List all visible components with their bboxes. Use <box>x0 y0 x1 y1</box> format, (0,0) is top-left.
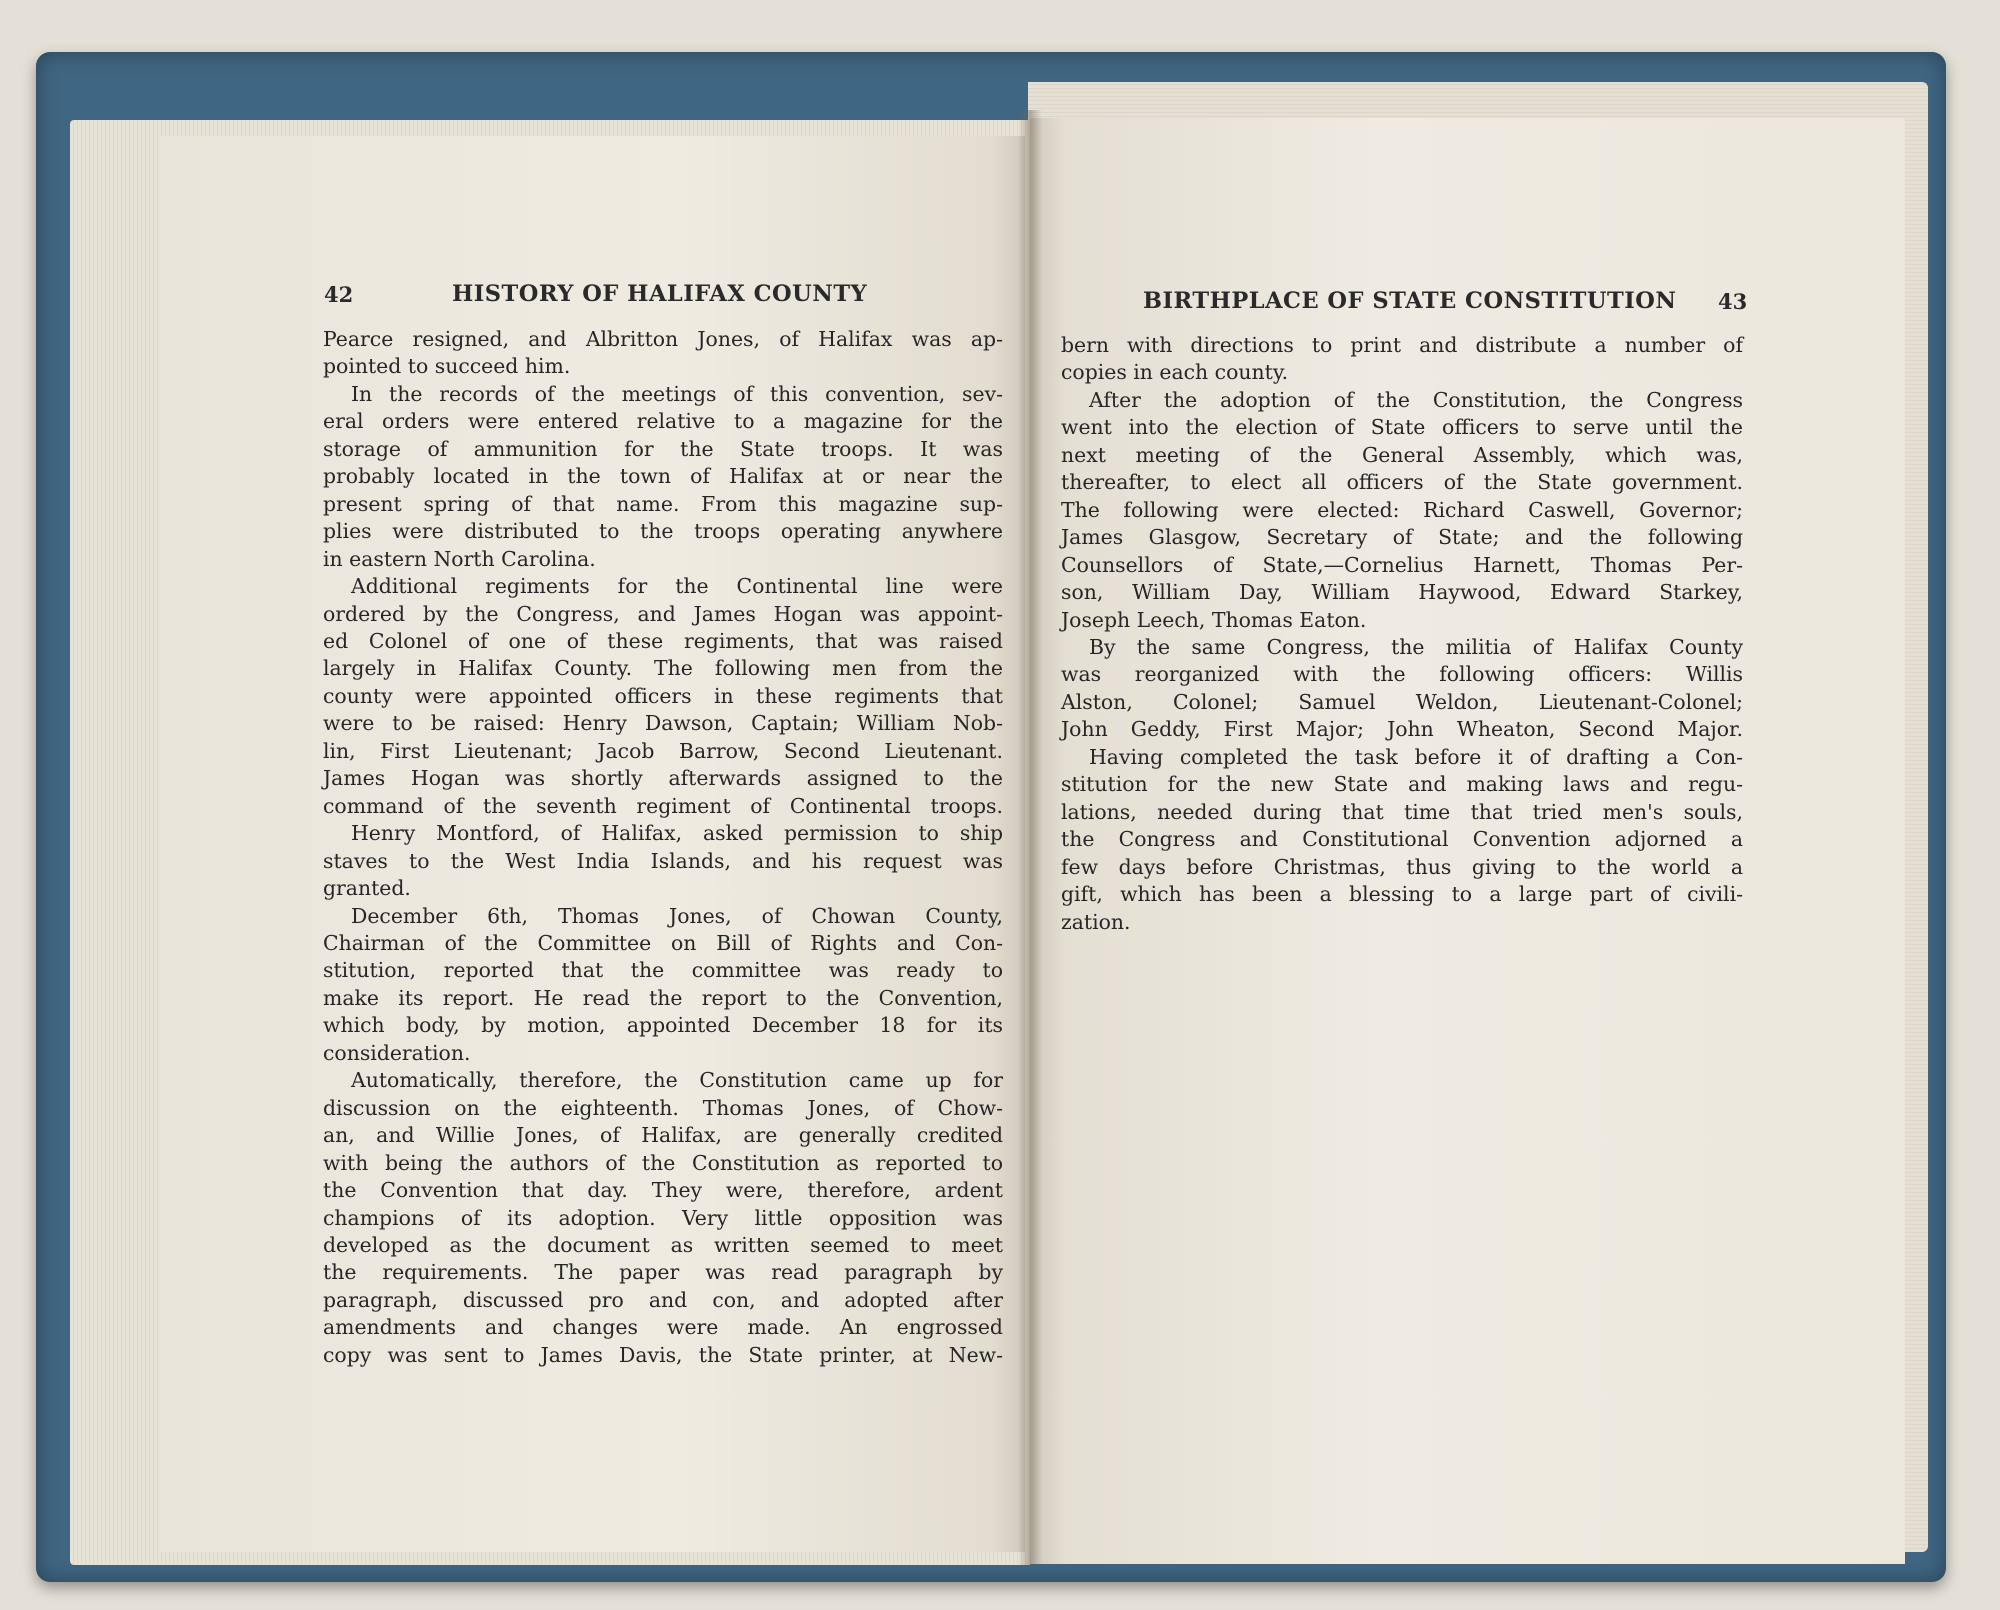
text-line: ed Colonel of one of these regiments, that was raised <box>323 628 1003 653</box>
text-line: Having completed the task before it of drafting a Con- <box>1089 744 1743 769</box>
left-running-head: HISTORY OF HALIFAX COUNTY <box>452 281 868 307</box>
text-line: James Hogan was shortly afterwards assigned to the <box>323 766 1003 791</box>
text-line: plies were distributed to the troops operating anywhere <box>323 519 1003 544</box>
text-line: lations, needed during that time that tried men's souls, <box>1061 799 1743 824</box>
text-line: staves to the West India Islands, and his request was <box>323 848 1003 873</box>
left-page-text <box>323 326 1003 1369</box>
text-line: next meeting of the General Assembly, which was, <box>1061 442 1743 467</box>
text-line: went into the election of State officers to serve until the <box>1061 415 1743 440</box>
text-line: thereafter, to elect all officers of the State government. <box>1061 470 1743 495</box>
text-line: storage of ammunition for the State troops. It was <box>323 436 1003 461</box>
text-line: command of the seventh regiment of Continental troops. <box>323 793 1003 818</box>
text-line: After the adoption of the Constitution, the Congress <box>1089 387 1743 412</box>
text-line: county were appointed officers in these regiments that <box>323 683 1003 708</box>
text-line: In the records of the meetings of this convention, sev- <box>351 381 1003 406</box>
text-line: in eastern North Carolina. <box>323 546 596 571</box>
text-line: Chairman of the Committee on Bill of Rights and Con- <box>323 930 1003 955</box>
right-page-text <box>1061 332 1743 936</box>
text-line: Automatically, therefore, the Constitution came up for <box>351 1068 1003 1093</box>
text-line: the Congress and Constitutional Convention adjorned a <box>1061 827 1743 852</box>
text-line: discussion on the eighteenth. Thomas Jones, of Chow- <box>323 1095 1003 1120</box>
text-line: Henry Montford, of Halifax, asked permission to ship <box>351 821 1003 846</box>
text-line: zation. <box>1061 909 1131 934</box>
text-line: probably located in the town of Halifax at or near the <box>323 464 1003 489</box>
text-line: present spring of that name. From this magazine sup- <box>323 491 1003 516</box>
book-gutter <box>1018 110 1042 1565</box>
text-line: few days before Christmas, thus giving to the world a <box>1061 854 1743 879</box>
text-line: son, William Day, William Haywood, Edward Starkey, <box>1061 580 1743 605</box>
text-line: Counsellors of State,—Cornelius Harnett, Thomas Per- <box>1061 552 1743 577</box>
right-page-number: 43 <box>1718 289 1748 314</box>
text-line: copy was sent to James Davis, the State printer, at New- <box>323 1342 1003 1367</box>
text-line: were to be raised: Henry Dawson, Captain; William Nob- <box>323 711 1003 736</box>
text-line: with being the authors of the Constitution as reported to <box>323 1150 1003 1175</box>
text-line: Pearce resigned, and Albritton Jones, of Halifax was ap- <box>323 327 1003 351</box>
text-line: The following were elected: Richard Caswell, Governor; <box>1061 497 1743 522</box>
text-line: eral orders were entered relative to a magazine for the <box>323 409 1003 434</box>
text-line: Joseph Leech, Thomas Eaton. <box>1061 607 1367 632</box>
right-running-head: BIRTHPLACE OF STATE CONSTITUTION <box>1143 288 1677 314</box>
text-line: make its report. He read the report to the Convention, <box>323 985 1003 1010</box>
text-line: pointed to succeed him. <box>323 354 571 379</box>
text-line: By the same Congress, the militia of Halifax County <box>1089 634 1743 659</box>
text-line: paragraph, discussed pro and con, and adopted after <box>323 1287 1003 1312</box>
text-line: ordered by the Congress, and James Hogan was appoint- <box>323 601 1003 626</box>
text-line: December 6th, Thomas Jones, of Chowan County, <box>351 903 1003 928</box>
text-line: stitution for the new State and making laws and regu- <box>1061 772 1743 797</box>
text-line: largely in Halifax County. The following men from the <box>323 656 1003 681</box>
left-page-number: 42 <box>324 282 354 307</box>
text-line: stitution, reported that the committee was ready to <box>323 958 1003 983</box>
text-line: Additional regiments for the Continental line were <box>351 574 1003 599</box>
text-line: the Convention that day. They were, therefore, ardent <box>323 1178 1003 1203</box>
text-line: developed as the document as written seemed to meet <box>323 1232 1003 1257</box>
text-line: Alston, Colonel; Samuel Weldon, Lieutenant-Colonel; <box>1061 689 1743 714</box>
text-line: James Glasgow, Secretary of State; and the following <box>1061 525 1743 550</box>
text-line: champions of its adoption. Very little opposition was <box>323 1205 1003 1230</box>
text-line: bern with directions to print and distribute a number of <box>1061 333 1743 357</box>
text-line: the requirements. The paper was read paragraph by <box>323 1260 1003 1285</box>
text-line: an, and Willie Jones, of Halifax, are generally credited <box>323 1123 1003 1148</box>
text-line: amendments and changes were made. An engrossed <box>323 1315 1003 1340</box>
text-line: granted. <box>323 876 411 901</box>
text-line: lin, First Lieutenant; Jacob Barrow, Second Lieutenant. <box>323 738 1003 763</box>
text-line: was reorganized with the following officers: Willis <box>1061 662 1743 687</box>
text-line: consideration. <box>323 1040 471 1065</box>
text-line: John Geddy, First Major; John Wheaton, Second Major. <box>1061 717 1743 742</box>
text-line: copies in each county. <box>1061 360 1289 385</box>
text-line: which body, by motion, appointed December 18 for its <box>323 1013 1003 1038</box>
text-line: gift, which has been a blessing to a large part of civili- <box>1061 882 1743 907</box>
